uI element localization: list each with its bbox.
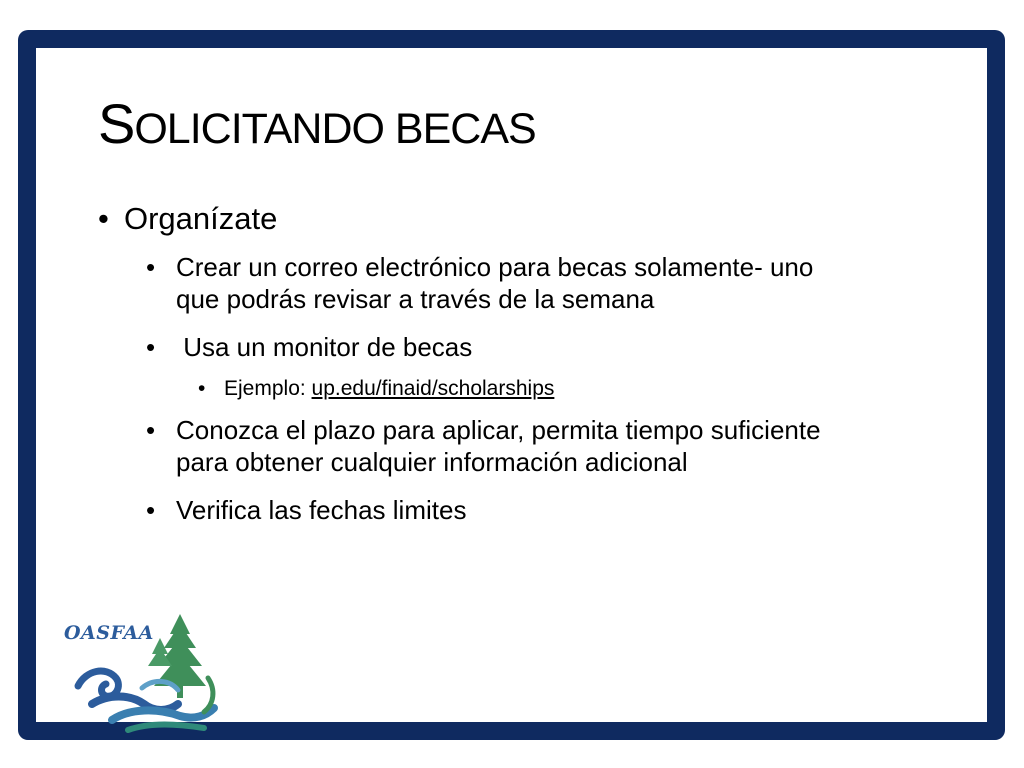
bullet-dot: •: [146, 415, 156, 445]
bullet-ejemplo: [198, 376, 554, 402]
bullet-text: Verifica las fechas limites: [176, 495, 467, 525]
bullet-crear-correo: [146, 252, 813, 315]
bullet-text: Usa un monitor de becas: [176, 332, 473, 362]
bullet-line-2: para obtener cualquier información adicional: [176, 446, 688, 477]
bullet-dot: •: [146, 495, 156, 525]
slide-content: [36, 48, 987, 722]
bullet-line-2: que podrás revisar a través de la semana: [176, 283, 655, 314]
title-rest: OLICITANDO BECAS: [134, 105, 536, 153]
bullet-text: Organízate: [124, 201, 278, 236]
slide-title: [98, 92, 536, 155]
bullet-dot: •: [146, 332, 156, 362]
bullet-dot: •: [198, 377, 206, 400]
logo-text: OASFAA: [64, 622, 154, 644]
slide-frame: [18, 30, 1005, 740]
bullet-dot: •: [146, 252, 156, 282]
bullet-conozca-plazo: [146, 415, 821, 478]
scholarships-link[interactable]: up.edu/finaid/scholarships: [311, 377, 555, 400]
oasfaa-logo: [58, 608, 228, 738]
oasfaa-tree-wave-logo-icon: [58, 608, 228, 738]
bullet-line-1: Conozca el plazo para aplicar, permita tiempo suficiente: [176, 415, 821, 445]
bullet-usa-monitor: [146, 332, 472, 364]
bullet-verifica-fechas: [146, 495, 466, 527]
bullet-prefix: Ejemplo:: [224, 377, 312, 400]
bullet-line-1: Crear un correo electrónico para becas solamente- uno: [176, 252, 814, 282]
title-initial: S: [98, 92, 135, 155]
bullet-dot: •: [98, 201, 109, 236]
bullet-organizate: [98, 200, 277, 238]
